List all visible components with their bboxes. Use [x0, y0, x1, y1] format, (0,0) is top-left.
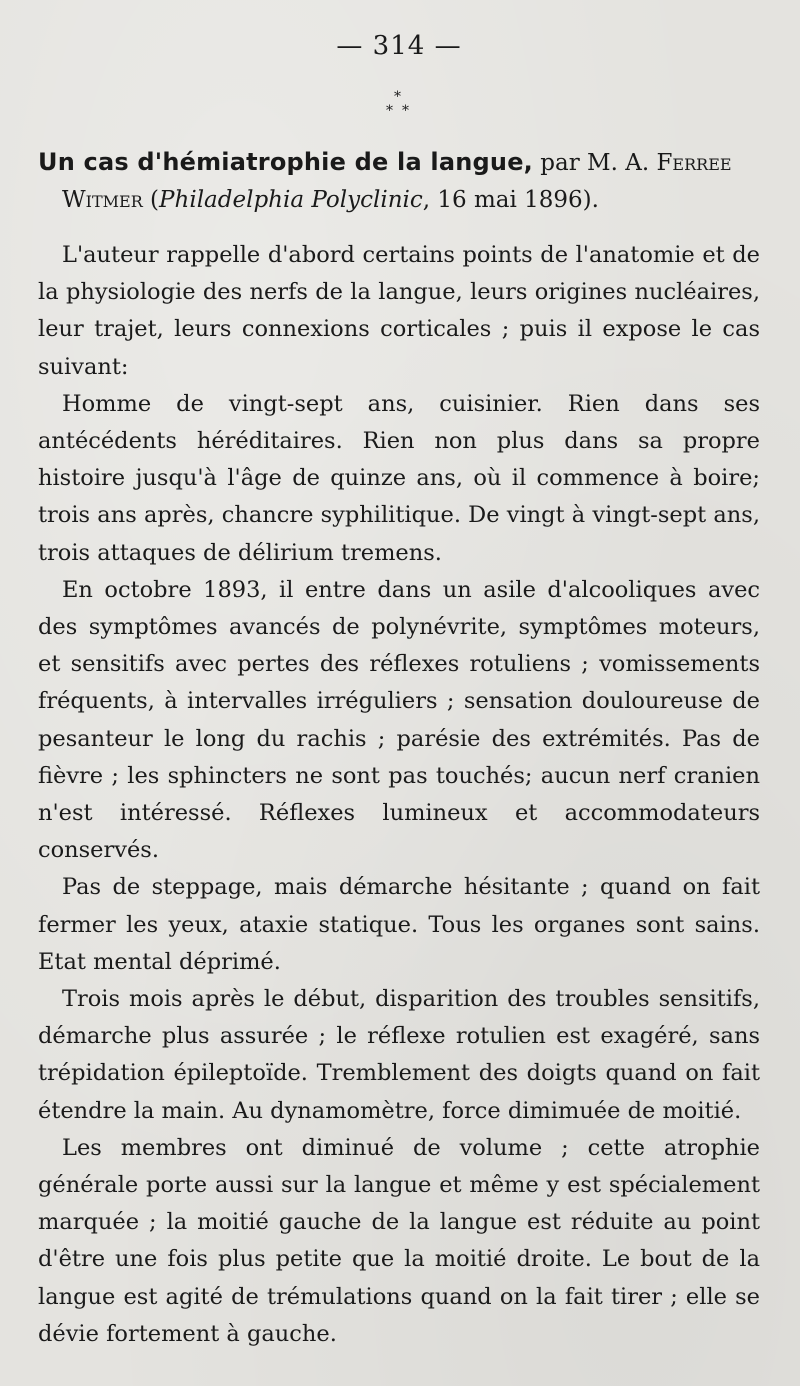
- author-prefix: par M. A.: [533, 150, 657, 176]
- asterism-star-icon: *: [402, 103, 409, 119]
- source-journal: Philadelphia Polyclinic: [159, 187, 423, 213]
- paragraph: En octobre 1893, il entre dans un asile d'alcooliques avec des symptômes avancés de polynévrite, symptômes moteurs, et sensitifs avec pertes des réflexes rotuliens ; vomissements fréquents, à intervalles irréguliers ; sensation douloureuse de pesanteur le long du rachis ; parésie des extrémités. Pas de fièvre ; les sphincters ne sont pas touchés; aucun nerf cranien n'est intéressé. Réflexes lumineux et accommodateurs conservés.: [38, 576, 760, 864]
- heading-second-line: [38, 182, 760, 219]
- asterism-star-icon: *: [386, 103, 393, 119]
- author-name-first: Ferree: [656, 150, 732, 176]
- asterism-star-icon: *: [394, 89, 401, 105]
- source-open: (: [142, 187, 160, 213]
- article-body: [38, 237, 760, 1353]
- paragraph: Les membres ont diminué de volume ; cette atrophie générale porte aussi sur la langue et même y est spécialement marquée ; la moitié gauche de la langue est réduite au point d'être une fois plus petite que la moitié droite. Le bout de la langue est agité de trémulations quand on la fait tirer ; elle se dévie fortement à gauche.: [38, 1134, 760, 1347]
- asterism-separator: [379, 90, 419, 140]
- paragraph: Homme de vingt-sept ans, cuisinier. Rien dans ses antécédents héréditaires. Rien non plus dans sa propre histoire jusqu'à l'âge de quinze ans, où il commence à boire; trois ans après, chancre syphilitique. De vingt à vingt-sept ans, trois attaques de délirium tremens.: [38, 390, 760, 566]
- paragraph: Pas de steppage, mais démarche hésitante ; quand on fait fermer les yeux, ataxie statique. Tous les organes sont sains. Etat mental déprimé.: [38, 874, 760, 975]
- paragraph: L'auteur rappelle d'abord certains points de l'anatomie et de la physiologie des nerfs de la langue, leurs origines nucléaires, leur trajet, leurs connexions corticales ; puis il expose le cas suivant:: [38, 242, 760, 380]
- article-heading: [38, 144, 760, 219]
- author-name-last: Witmer: [62, 187, 143, 213]
- source-date: , 16 mai 1896).: [422, 187, 599, 213]
- paragraph: Trois mois après le début, disparition des troubles sensitifs, démarche plus assurée ; le réflexe rotulien est exagéré, sans trépidation épileptoïde. Tremblement des doigts quand on fait étendre la main. Au dynamomètre, force dimimuée de moitié.: [38, 986, 760, 1124]
- article-title: Un cas d'hémiatrophie de la langue,: [38, 148, 533, 176]
- page-number: — 314 —: [336, 31, 462, 61]
